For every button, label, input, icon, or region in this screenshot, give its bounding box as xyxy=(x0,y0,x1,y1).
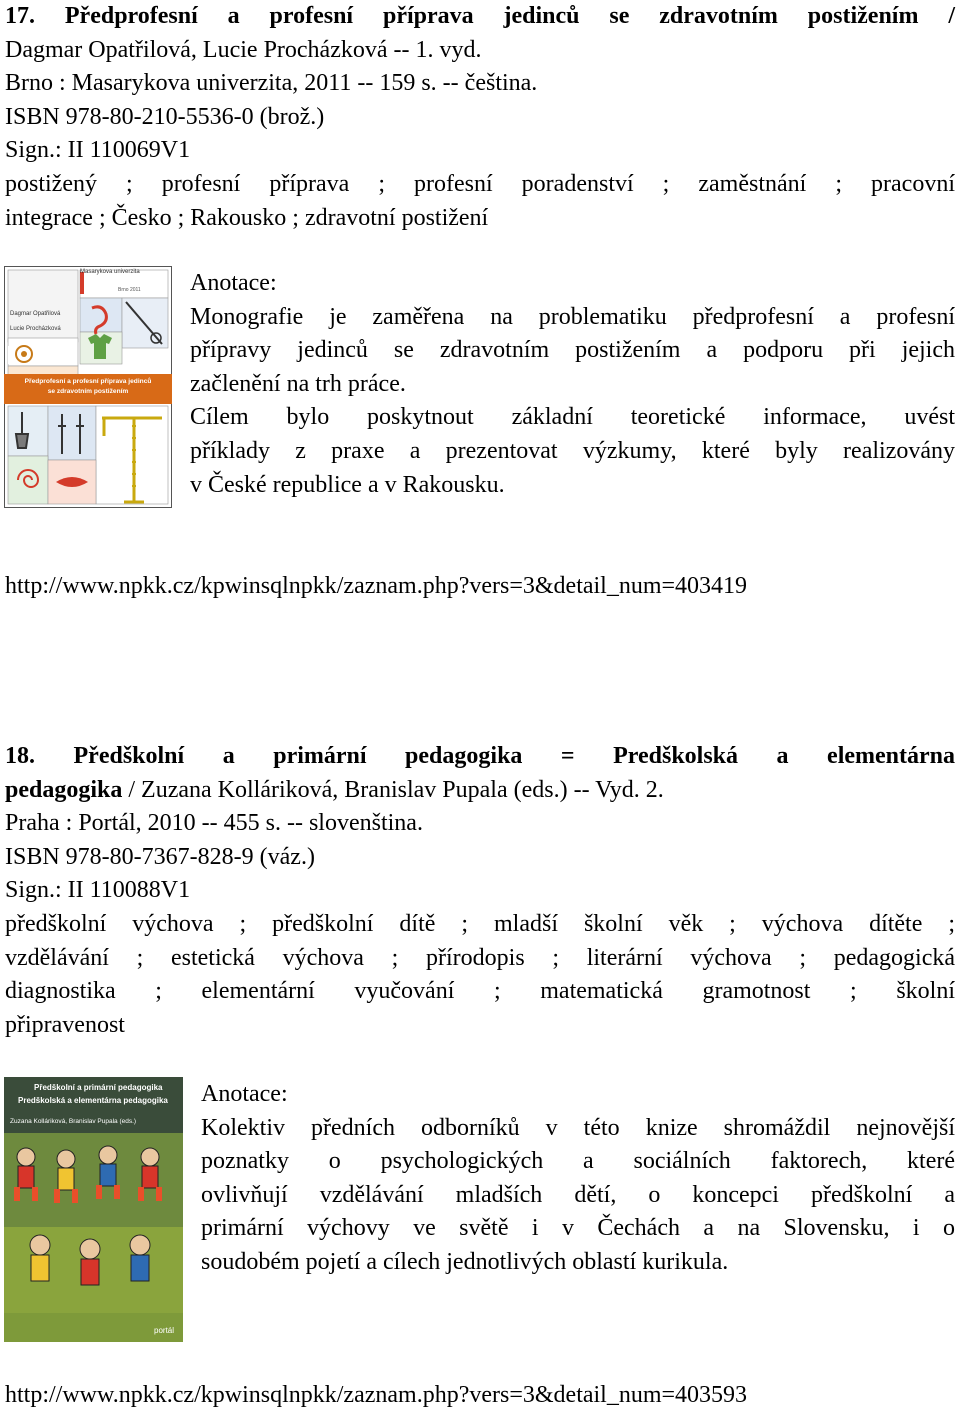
entry-17-keywords-line2: integrace ; Česko ; Rakousko ; zdravotní postižení xyxy=(5,204,489,231)
entry-18-keywords-line: vzdělávání ; estetická výchova ; přírodopis ; literární výchova ; pedagogická xyxy=(5,944,955,971)
entry-18-cover-publisher-mark: portál xyxy=(154,1326,175,1335)
entry-18-authors: / Zuzana Kolláriková, Branislav Pupala (eds.) -- Vyd. 2. xyxy=(122,776,664,803)
entry-17-annotation xyxy=(190,267,955,502)
entry-18-cover-title1: Předškolní a primární pedagogika xyxy=(34,1083,163,1092)
entry-17-annotation-line: přípravy jedinců se zdravotním postižením a podporu při jejich xyxy=(190,337,955,364)
entry-18-annotation xyxy=(201,1078,955,1280)
entry-17-annotation-line: příklady z praxe a prezentovat výzkumy, které byly realizovány xyxy=(190,437,955,464)
entry-18-title-line2 xyxy=(5,774,955,808)
entry-17-isbn: ISBN 978-80-210-5536-0 (brož.) xyxy=(5,103,325,130)
entry-17-cover-publisher: Masarykova univerzita xyxy=(80,269,140,275)
entry-17-title xyxy=(5,0,955,34)
entry-17-cover-image xyxy=(4,266,172,508)
entry-17-signature: Sign.: II 110069V1 xyxy=(5,137,191,164)
entry-17-cover-title2: se zdravotním postižením xyxy=(47,388,129,395)
entry-18-cover-image xyxy=(4,1077,183,1342)
entry-18-keywords-line: předškolní výchova ; předškolní dítě ; mladší školní věk ; výchova dítěte ; xyxy=(5,910,955,937)
entry-18-annotation-line: soudobém pojetí a cílech jednotlivých oblastí kurikula. xyxy=(201,1248,729,1275)
entry-18-title-end: pedagogika xyxy=(5,776,123,803)
entry-18-annotation-label: Anotace: xyxy=(201,1081,288,1107)
entry-18-cover-editors: Zuzana Kolláriková, Branislav Pupala (eds.) xyxy=(10,1118,137,1125)
entry-18-cover-title2: Predškolská a elementárna pedagogika xyxy=(18,1096,168,1105)
entry-17-keywords-line1: postižený ; profesní příprava ; profesní poradenství ; zaměstnání ; pracovní xyxy=(5,170,955,197)
entry-18-annotation-line: Kolektiv předních odborníků v této knize shromáždil nejnovější xyxy=(201,1114,955,1141)
entry-18-record xyxy=(5,740,955,1042)
entry-17-cover-author2: Lucie Procházková xyxy=(10,326,61,332)
entry-18-url-link[interactable]: http://www.npkk.cz/kpwinsqlnpkk/zaznam.php?vers=3&detail_num=403593 xyxy=(5,1382,748,1408)
entry-18-keywords-line: diagnostika ; elementární vyučování ; matematická gramotnost ; školní xyxy=(5,978,955,1005)
entry-17-number: 17. xyxy=(5,3,35,29)
entry-18-number: 18. xyxy=(5,743,35,769)
entry-18-title xyxy=(5,740,955,774)
entry-17-imprint: Brno : Masarykova univerzita, 2011 -- 159 s. -- čeština. xyxy=(5,70,538,97)
entry-18-imprint: Praha : Portál, 2010 -- 455 s. -- slovenština. xyxy=(5,810,423,837)
entry-18-title-text: Předškolní a primární pedagogika = Predškolská a elementárna xyxy=(73,743,955,769)
entry-18-signature: Sign.: II 110088V1 xyxy=(5,877,191,904)
entry-17-annotation-line: Monografie je zaměřena na problematiku předprofesní a profesní xyxy=(190,303,955,330)
entry-17-annotation-label: Anotace: xyxy=(190,270,277,296)
entry-17-cover-author1: Dagmar Opatřilová xyxy=(10,311,61,317)
entry-17-annotation-line: v České republice a v Rakousku. xyxy=(190,471,505,498)
entry-18-keywords-line: připravenost xyxy=(5,1011,125,1038)
entry-17-url-link[interactable]: http://www.npkk.cz/kpwinsqlnpkk/zaznam.php?vers=3&detail_num=403419 xyxy=(5,573,748,599)
entry-18-annotation-line: ovlivňují vzdělávání mladších dětí, o koncepci předškolní a xyxy=(201,1181,955,1208)
entry-17-cover-place-year: Brno 2011 xyxy=(118,287,141,293)
entry-17-record xyxy=(5,0,955,235)
entry-17-annotation-line: začlenění na trh práce. xyxy=(190,370,406,397)
entry-17-cover-title1: Předprofesní a profesní příprava jedinců xyxy=(24,378,152,385)
entry-18-annotation-line: primární výchovy ve světě i v Čechách a na Slovensku, i o xyxy=(201,1215,955,1242)
entry-17-annotation-line: Cílem bylo poskytnout základní teoretické informace, uvést xyxy=(190,404,955,431)
entry-18-isbn: ISBN 978-80-7367-828-9 (váz.) xyxy=(5,843,315,870)
entry-18-annotation-line: poznatky o psychologických a sociálních faktorech, které xyxy=(201,1148,955,1175)
entry-17-authors: Dagmar Opatřilová, Lucie Procházková -- 1. vyd. xyxy=(5,36,482,63)
entry-17-title-text: Předprofesní a profesní příprava jedinců se zdravotním postižením / xyxy=(64,3,956,29)
